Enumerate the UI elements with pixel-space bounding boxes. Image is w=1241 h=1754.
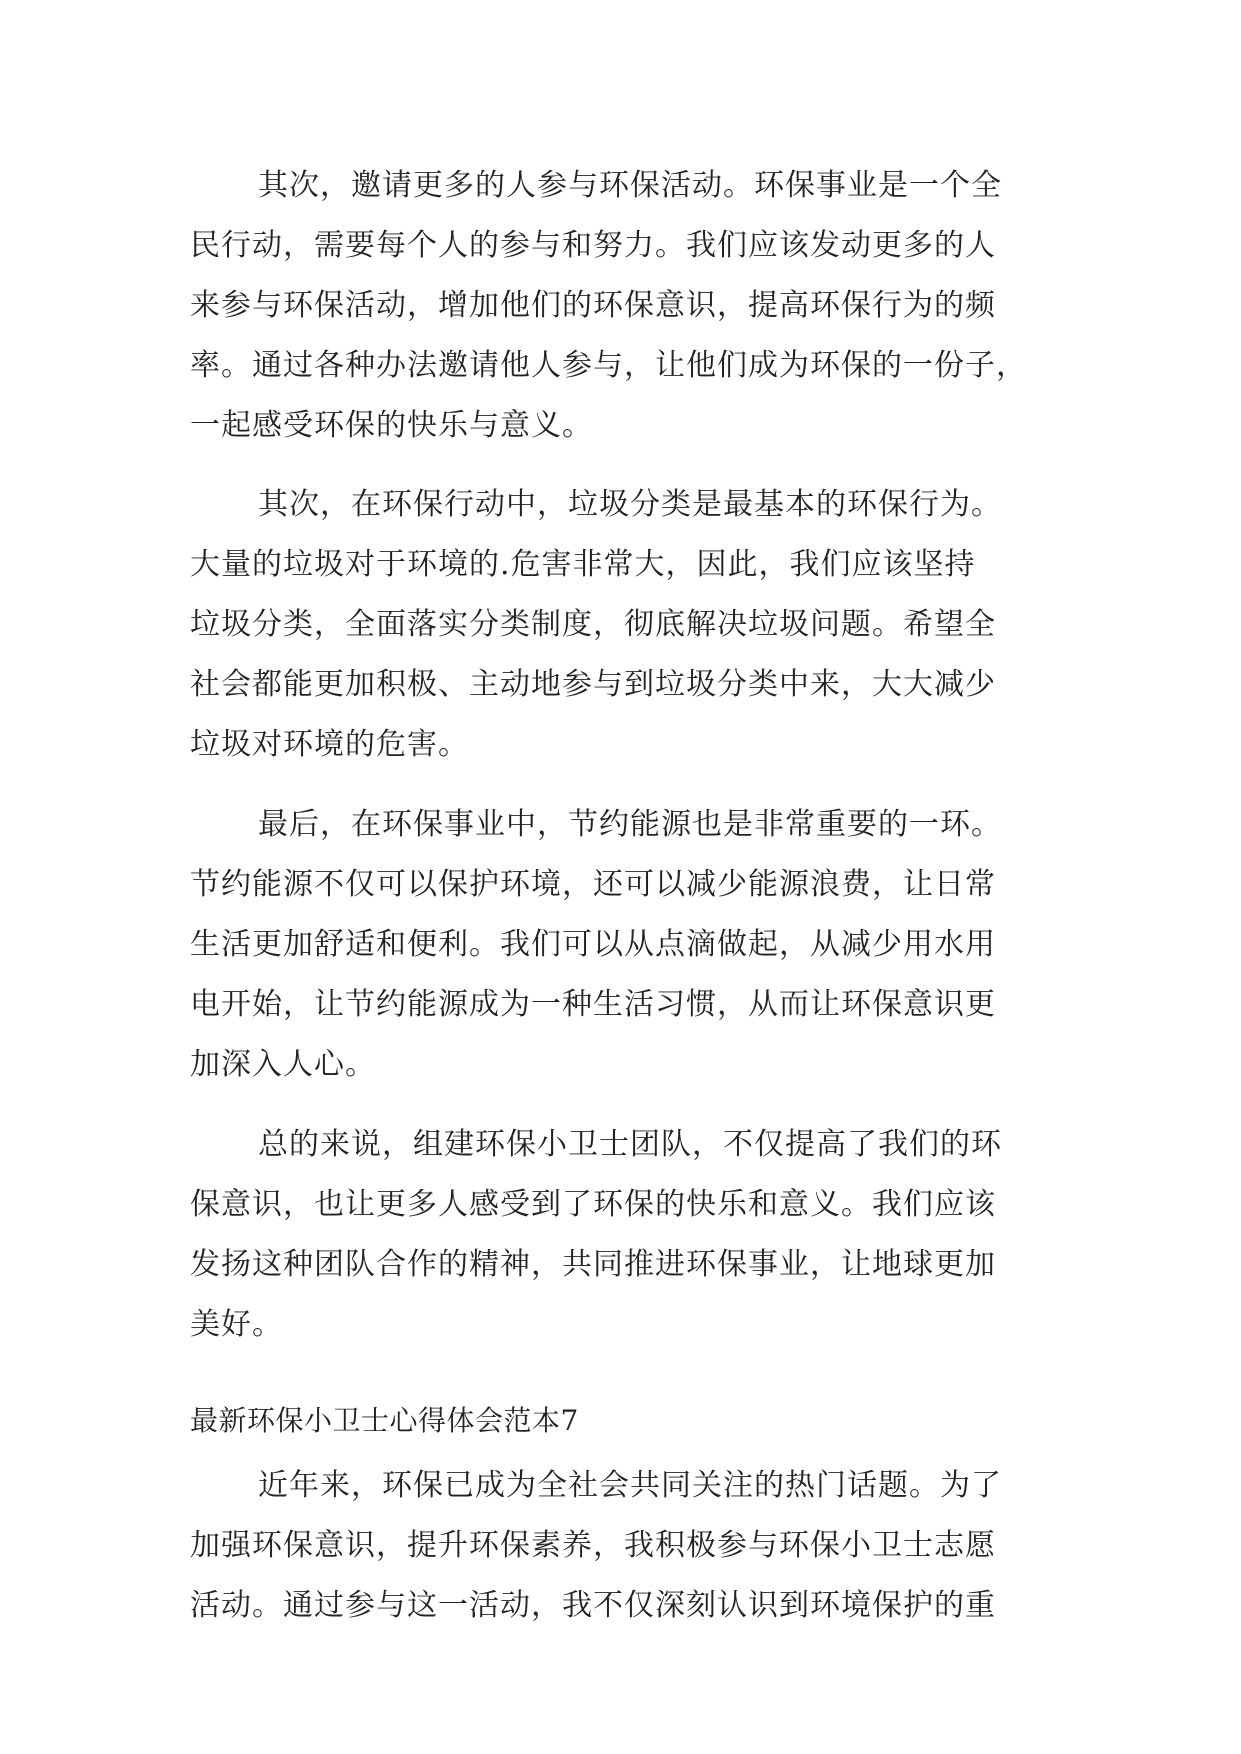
section-paragraph-line-3: 活动。通过参与这一活动，我不仅深刻认识到环境保护的重: [190, 1588, 996, 1623]
section-paragraph-line-1: 近年来，环保已成为全社会共同关注的热门话题。为了: [258, 1468, 1002, 1503]
paragraph-3-line-5: 加深入人心。: [190, 1047, 376, 1082]
paragraph-3-line-3: 生活更加舒适和便利。我们可以从点滴做起，从减少用水用: [190, 927, 996, 962]
section-title: 最新环保小卫士心得体会范本7: [190, 1404, 579, 1437]
paragraph-1-line-3: 来参与环保活动，增加他们的环保意识，提高环保行为的频: [190, 288, 996, 323]
paragraph-1-line-2: 民行动，需要每个人的参与和努力。我们应该发动更多的人: [190, 228, 996, 263]
paragraph-2-line-5: 垃圾对环境的危害。: [190, 727, 469, 762]
paragraph-1-line-4: 率。通过各种办法邀请他人参与，让他们成为环保的一份子，: [190, 348, 1027, 383]
paragraph-4-line-1: 总的来说，组建环保小卫士团队，不仅提高了我们的环: [258, 1127, 1002, 1162]
paragraph-3-line-2: 节约能源不仅可以保护环境，还可以减少能源浪费，让日常: [190, 867, 996, 902]
paragraph-1-line-1: 其次，邀请更多的人参与环保活动。环保事业是一个全: [258, 168, 1002, 203]
paragraph-4-line-4: 美好。: [190, 1307, 283, 1342]
section-paragraph-line-2: 加强环保意识，提升环保素养，我积极参与环保小卫士志愿: [190, 1528, 996, 1563]
paragraph-1-line-5: 一起感受环保的快乐与意义。: [190, 408, 593, 443]
paragraph-4-line-2: 保意识，也让更多人感受到了环保的快乐和意义。我们应该: [190, 1187, 996, 1222]
paragraph-3-line-1: 最后，在环保事业中，节约能源也是非常重要的一环。: [258, 807, 1002, 842]
paragraph-2-line-4: 社会都能更加积极、主动地参与到垃圾分类中来，大大减少: [190, 667, 996, 702]
paragraph-2-line-2: 大量的垃圾对于环境的.危害非常大，因此，我们应该坚持: [190, 547, 976, 582]
paragraph-4-line-3: 发扬这种团队合作的精神，共同推进环保事业，让地球更加: [190, 1247, 996, 1282]
paragraph-2-line-1: 其次，在环保行动中，垃圾分类是最基本的环保行为。: [258, 487, 1002, 522]
paragraph-3-line-4: 电开始，让节约能源成为一种生活习惯，从而让环保意识更: [190, 987, 996, 1022]
paragraph-2-line-3: 垃圾分类，全面落实分类制度，彻底解决垃圾问题。希望全: [190, 607, 996, 642]
